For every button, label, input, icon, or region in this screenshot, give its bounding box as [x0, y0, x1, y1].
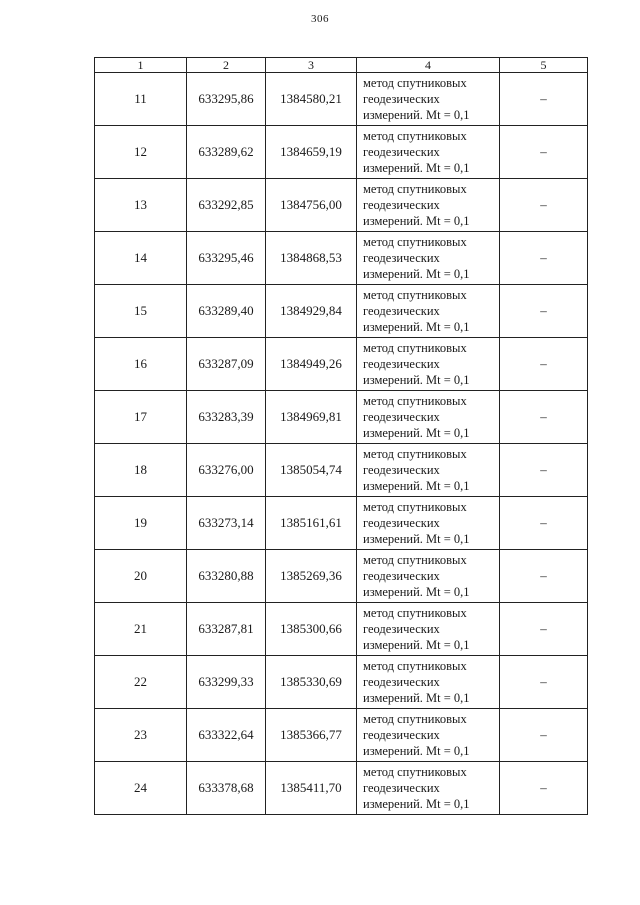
- y-coordinate-cell: 1385161,61: [266, 497, 357, 550]
- point-number-cell: 12: [95, 126, 187, 179]
- point-number-cell: 17: [95, 391, 187, 444]
- header-col-2: 2: [187, 58, 266, 73]
- x-coordinate-cell: 633276,00: [187, 444, 266, 497]
- method-line: метод спутниковых: [363, 182, 467, 196]
- method-line: метод спутниковых: [363, 606, 467, 620]
- point-number-cell: 16: [95, 338, 187, 391]
- column-5-cell: –: [500, 179, 588, 232]
- column-5-cell: –: [500, 497, 588, 550]
- method-cell: [357, 232, 500, 285]
- coordinates-table: [94, 57, 588, 815]
- method-line: геодезических: [363, 675, 440, 689]
- method-line: геодезических: [363, 357, 440, 371]
- header-col-4: 4: [357, 58, 500, 73]
- method-line: метод спутниковых: [363, 765, 467, 779]
- method-line: геодезических: [363, 304, 440, 318]
- table-row: [95, 73, 588, 126]
- x-coordinate-cell: 633283,39: [187, 391, 266, 444]
- x-coordinate-cell: 633289,62: [187, 126, 266, 179]
- method-line: метод спутниковых: [363, 288, 467, 302]
- method-line: геодезических: [363, 516, 440, 530]
- y-coordinate-cell: 1384756,00: [266, 179, 357, 232]
- method-line: геодезических: [363, 781, 440, 795]
- method-cell: [357, 73, 500, 126]
- y-coordinate-cell: 1385269,36: [266, 550, 357, 603]
- column-5-cell: –: [500, 603, 588, 656]
- point-number-cell: 19: [95, 497, 187, 550]
- column-5-cell: –: [500, 232, 588, 285]
- column-5-cell: –: [500, 126, 588, 179]
- header-col-5: 5: [500, 58, 588, 73]
- method-cell: [357, 338, 500, 391]
- column-5-cell: –: [500, 73, 588, 126]
- column-5-cell: –: [500, 762, 588, 815]
- point-number-cell: 23: [95, 709, 187, 762]
- table-row: [95, 497, 588, 550]
- y-coordinate-cell: 1384580,21: [266, 73, 357, 126]
- x-coordinate-cell: 633292,85: [187, 179, 266, 232]
- method-line: геодезических: [363, 145, 440, 159]
- y-coordinate-cell: 1385366,77: [266, 709, 357, 762]
- table-row: [95, 179, 588, 232]
- method-line: измерений. Mt = 0,1: [363, 161, 470, 175]
- y-coordinate-cell: 1384659,19: [266, 126, 357, 179]
- method-cell: [357, 656, 500, 709]
- method-cell: [357, 444, 500, 497]
- point-number-cell: 18: [95, 444, 187, 497]
- method-line: измерений. Mt = 0,1: [363, 744, 470, 758]
- method-cell: [357, 603, 500, 656]
- table-row: [95, 550, 588, 603]
- point-number-cell: 11: [95, 73, 187, 126]
- point-number-cell: 14: [95, 232, 187, 285]
- x-coordinate-cell: 633295,46: [187, 232, 266, 285]
- method-line: измерений. Mt = 0,1: [363, 320, 470, 334]
- method-line: измерений. Mt = 0,1: [363, 585, 470, 599]
- method-line: геодезических: [363, 622, 440, 636]
- column-5-cell: –: [500, 550, 588, 603]
- y-coordinate-cell: 1384929,84: [266, 285, 357, 338]
- x-coordinate-cell: 633322,64: [187, 709, 266, 762]
- method-line: геодезических: [363, 728, 440, 742]
- point-number-cell: 21: [95, 603, 187, 656]
- method-line: измерений. Mt = 0,1: [363, 797, 470, 811]
- table-row: [95, 656, 588, 709]
- method-cell: [357, 391, 500, 444]
- method-line: измерений. Mt = 0,1: [363, 479, 470, 493]
- x-coordinate-cell: 633299,33: [187, 656, 266, 709]
- x-coordinate-cell: 633287,81: [187, 603, 266, 656]
- method-line: метод спутниковых: [363, 659, 467, 673]
- method-line: метод спутниковых: [363, 553, 467, 567]
- x-coordinate-cell: 633378,68: [187, 762, 266, 815]
- table-row: [95, 126, 588, 179]
- table-row: [95, 232, 588, 285]
- method-cell: [357, 550, 500, 603]
- table-row: [95, 603, 588, 656]
- header-col-3: 3: [266, 58, 357, 73]
- method-cell: [357, 285, 500, 338]
- column-5-cell: –: [500, 656, 588, 709]
- column-5-cell: –: [500, 338, 588, 391]
- y-coordinate-cell: 1384969,81: [266, 391, 357, 444]
- table-row: [95, 444, 588, 497]
- method-line: измерений. Mt = 0,1: [363, 532, 470, 546]
- point-number-cell: 20: [95, 550, 187, 603]
- method-line: геодезических: [363, 569, 440, 583]
- method-line: геодезических: [363, 410, 440, 424]
- y-coordinate-cell: 1384868,53: [266, 232, 357, 285]
- point-number-cell: 13: [95, 179, 187, 232]
- header-row: [95, 58, 588, 73]
- method-line: измерений. Mt = 0,1: [363, 214, 470, 228]
- method-line: измерений. Mt = 0,1: [363, 691, 470, 705]
- header-col-1: 1: [95, 58, 187, 73]
- table-row: [95, 338, 588, 391]
- method-line: измерений. Mt = 0,1: [363, 426, 470, 440]
- table-row: [95, 391, 588, 444]
- x-coordinate-cell: 633289,40: [187, 285, 266, 338]
- y-coordinate-cell: 1384949,26: [266, 338, 357, 391]
- point-number-cell: 15: [95, 285, 187, 338]
- method-line: метод спутниковых: [363, 76, 467, 90]
- page-number: 306: [311, 13, 329, 25]
- column-5-cell: –: [500, 285, 588, 338]
- method-line: метод спутниковых: [363, 500, 467, 514]
- point-number-cell: 22: [95, 656, 187, 709]
- method-line: геодезических: [363, 198, 440, 212]
- table-row: [95, 285, 588, 338]
- method-cell: [357, 762, 500, 815]
- method-line: метод спутниковых: [363, 447, 467, 461]
- method-line: геодезических: [363, 251, 440, 265]
- table-row: [95, 762, 588, 815]
- column-5-cell: –: [500, 444, 588, 497]
- y-coordinate-cell: 1385411,70: [266, 762, 357, 815]
- method-line: измерений. Mt = 0,1: [363, 108, 470, 122]
- x-coordinate-cell: 633295,86: [187, 73, 266, 126]
- method-cell: [357, 497, 500, 550]
- method-line: измерений. Mt = 0,1: [363, 267, 470, 281]
- x-coordinate-cell: 633287,09: [187, 338, 266, 391]
- method-line: метод спутниковых: [363, 394, 467, 408]
- method-line: метод спутниковых: [363, 341, 467, 355]
- method-cell: [357, 709, 500, 762]
- x-coordinate-cell: 633280,88: [187, 550, 266, 603]
- y-coordinate-cell: 1385330,69: [266, 656, 357, 709]
- y-coordinate-cell: 1385300,66: [266, 603, 357, 656]
- method-line: метод спутниковых: [363, 235, 467, 249]
- column-5-cell: –: [500, 391, 588, 444]
- y-coordinate-cell: 1385054,74: [266, 444, 357, 497]
- method-line: геодезических: [363, 463, 440, 477]
- point-number-cell: 24: [95, 762, 187, 815]
- method-line: геодезических: [363, 92, 440, 106]
- table-row: [95, 709, 588, 762]
- method-line: измерений. Mt = 0,1: [363, 638, 470, 652]
- method-line: измерений. Mt = 0,1: [363, 373, 470, 387]
- method-line: метод спутниковых: [363, 712, 467, 726]
- method-line: метод спутниковых: [363, 129, 467, 143]
- method-cell: [357, 126, 500, 179]
- x-coordinate-cell: 633273,14: [187, 497, 266, 550]
- method-cell: [357, 179, 500, 232]
- column-5-cell: –: [500, 709, 588, 762]
